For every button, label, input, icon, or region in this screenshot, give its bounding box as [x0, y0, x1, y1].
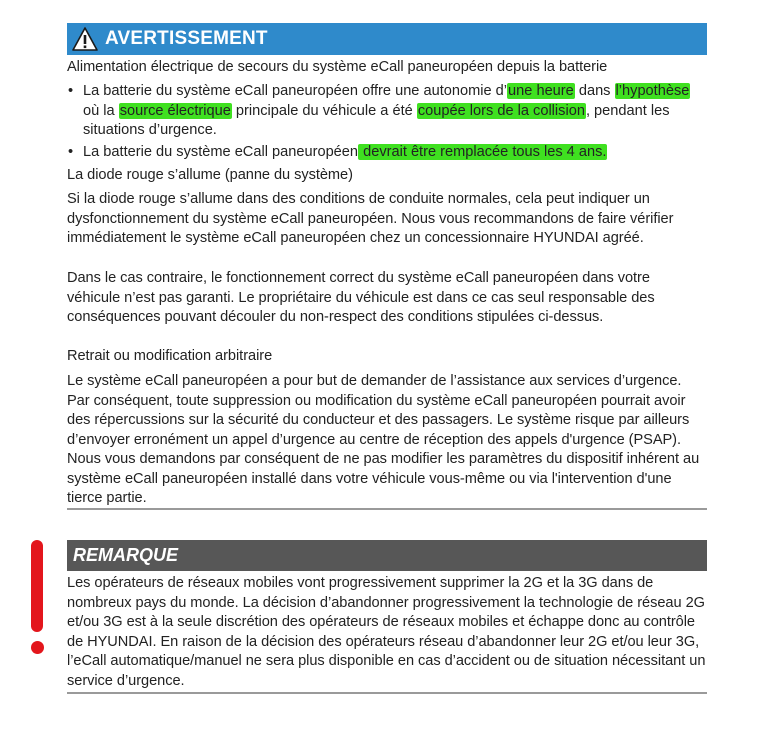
- bullet-text: [83, 82, 709, 141]
- warning-triangle-icon: [71, 26, 99, 52]
- bullet-text-segment: principale du véhicule a été: [231, 102, 417, 119]
- paragraph-guarantee: Dans le cas contraire, le fonctionnement correct du système eCall paneuropéen dans votre véhicule n’est pas garanti. Le propriétaire du véhicule est dans ce cas seul responsable des conséquences pouvant découler du non-respect des conditions stipulées ci-dessus.: [67, 270, 655, 325]
- bullet-text-segment: , pendant les situations d’urgence.: [83, 102, 670, 138]
- bullet-text-segment: La batterie du système eCall paneuropéen offre une autonomie d’: [83, 83, 508, 99]
- bullet-dot: •: [68, 144, 74, 160]
- exclamation-mark-icon: [31, 540, 45, 658]
- subheading-diode: La diode rouge s’allume (panne du système): [67, 167, 353, 183]
- highlighted-text: une heure: [508, 83, 574, 99]
- highlighted-text: devrait être remplacée tous les 4 ans.: [359, 144, 607, 160]
- note-paragraph: Les opérateurs de réseaux mobiles vont progressivement supprimer la 2G et la 3G dans de nombreux pays du monde. La décision d’abandonner progressivement la technologie de réseau 2G et/ou 3G est à la seule discrétion des opérateurs de réseaux mobiles et échappe donc au contrôle de HYUNDAI. En raison de la décision des opérateurs réseau d’abandonner leur 2G et/ou leur 3G, l’eCall automatique/manuel ne sera plus disponible en cas d’accident ou de situation nécessitant un service d’urgence.: [67, 575, 706, 689]
- exclamation-dot: [31, 641, 44, 654]
- note-header: [67, 540, 707, 571]
- section-divider: [67, 692, 707, 694]
- warning-title: AVERTISSEMENT: [105, 28, 268, 49]
- bullet-text-segment: où la: [83, 102, 119, 119]
- section-divider: [67, 508, 707, 510]
- bullet-dot: •: [68, 83, 74, 99]
- bullet-text-segment: La batterie du système eCall paneuropéen: [83, 144, 359, 160]
- highlighted-text: l’hypothèse: [615, 83, 690, 99]
- note-title: REMARQUE: [73, 545, 179, 565]
- warning-intro: Alimentation électrique de secours du système eCall paneuropéen depuis la batterie: [67, 59, 608, 75]
- bullet-text-segment: dans: [574, 83, 615, 99]
- exclamation-bar: [31, 540, 43, 632]
- bullet-text: [83, 143, 709, 163]
- subheading-removal: Retrait ou modification arbitraire: [67, 348, 273, 364]
- warning-header: [67, 23, 707, 55]
- highlighted-text: source électrique: [119, 102, 231, 119]
- highlighted-text: coupée lors de la collision: [417, 102, 585, 119]
- paragraph-diode: Si la diode rouge s’allume dans des conditions de conduite normales, cela peut indiquer un dysfonctionnement du système eCall paneuropéen. Nous vous recommandons de faire vérifier immédiatement le système eCall paneuropéen chez un concessionnaire HYUNDAI agréé.: [67, 191, 674, 246]
- paragraph-removal: Le système eCall paneuropéen a pour but de demander de l’assistance aux services d’urgence. Par conséquent, toute suppression ou modification du système eCall paneuropéen pourrait avoir des répercussions sur la sécurité du conducteur et des passagers. Le système risque par ailleurs d’envoyer erronément un appel d’urgence au centre de réception des appels d'urgence (PSAP). Nous vous demandons par conséquent de ne pas modifier les paramètres du dispositif inhérent au système eCall paneuropéen installé dans votre véhicule vous-même ou via l'intervention d'une tierce partie.: [67, 373, 700, 506]
